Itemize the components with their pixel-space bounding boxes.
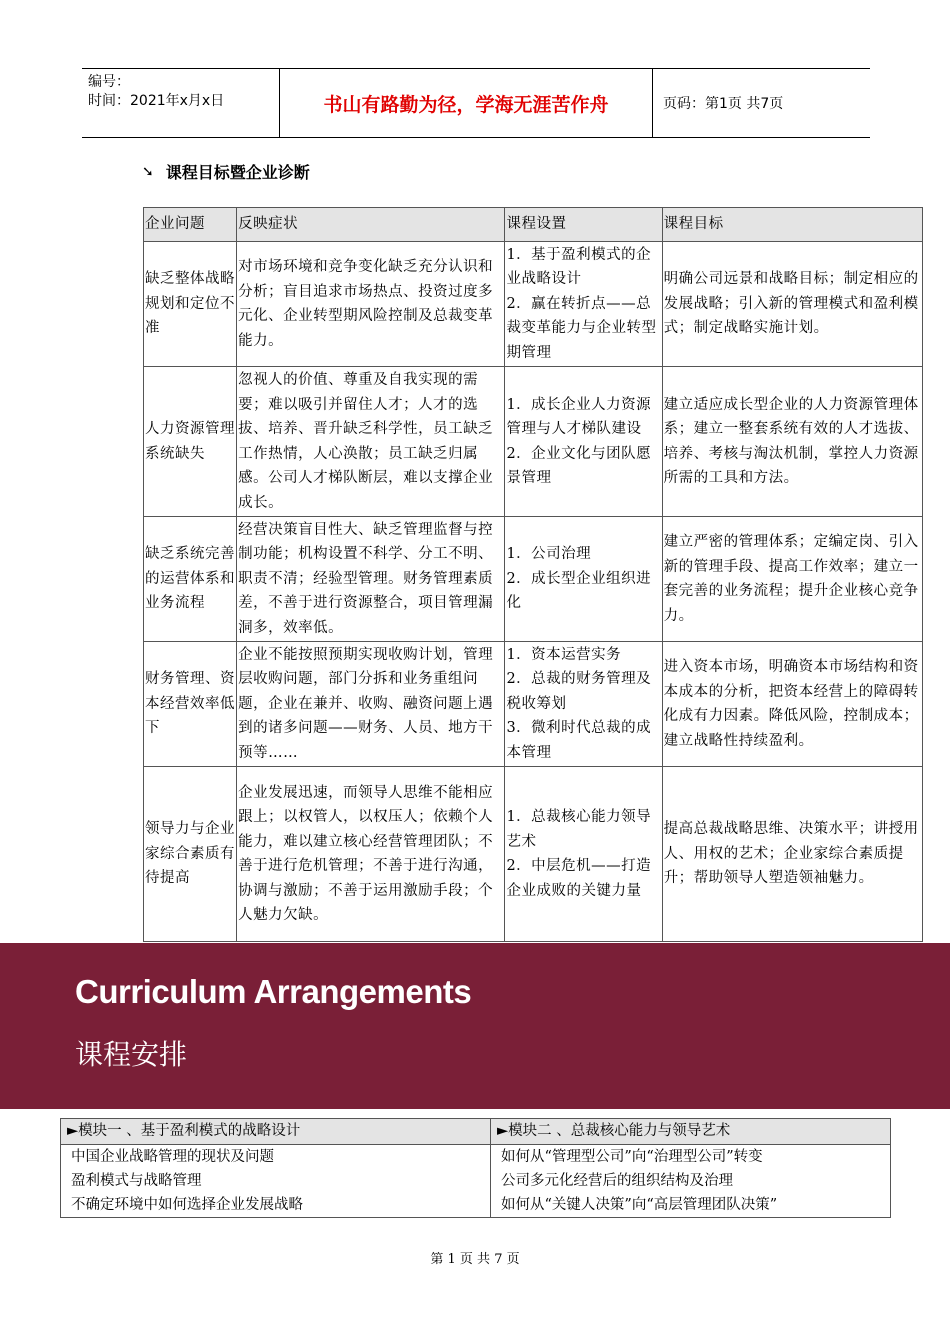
- table-row: [144, 367, 923, 517]
- column-header: 课程目标: [662, 208, 922, 242]
- table-row: [144, 767, 923, 942]
- banner-title-en: Curriculum Arrangements: [75, 973, 472, 1010]
- header-motto: 书山有路勤为径，学海无涯苦作舟: [280, 69, 653, 137]
- problem-cell: 财务管理、资本经营效率低下: [144, 642, 237, 767]
- course-cell: 1．公司治理 2．成长型企业组织进化: [505, 517, 662, 642]
- curriculum-banner: [0, 943, 950, 1109]
- course-cell: 1．成长企业人力资源管理与人才梯队建设 2．企业文化与团队愿景管理: [505, 367, 662, 517]
- list-item: 不确定环境中如何选择企业发展战略: [71, 1197, 303, 1213]
- header-page-info: 页码：第1页 共7页: [663, 96, 784, 112]
- symptom-cell: 忽视人的价值、尊重及自我实现的需要；难以吸引并留住人才；人才的选拔、培养、晋升缺乏科学性，员工缺乏工作热情，人心涣散；员工缺乏归属感。公司人才梯队断层，难以支撑企业成长。: [237, 367, 505, 517]
- course-cell: 1．总裁核心能力领导艺术 2．中层危机——打造企业成败的关键力量: [505, 767, 662, 942]
- column-header: 反映症状: [237, 208, 505, 242]
- section-heading: [142, 160, 310, 183]
- symptom-cell: 经营决策盲目性大、缺乏管理监督与控制功能；机构设置不科学、分工不明、职责不清；经验型管理。财务管理素质差，不善于进行资源整合，项目管理漏洞多，效率低。: [237, 517, 505, 642]
- list-item: 盈利模式与战略管理: [71, 1173, 202, 1189]
- banner-title-cn: 课程安排: [75, 1038, 188, 1071]
- modules-table: [60, 1118, 891, 1218]
- modules-content-row: [61, 1145, 891, 1218]
- list-item: 公司多元化经营后的组织结构及治理: [501, 1173, 733, 1189]
- list-item: 如何从“管理型公司”向“治理型公司”转变: [501, 1149, 763, 1165]
- page-footer: 第 1 页 共 7 页: [430, 1252, 520, 1267]
- goal-cell: 提高总裁战略思维、决策水平；讲授用人、用权的艺术；企业家综合素质提升；帮助领导人塑造领袖魅力。: [662, 767, 922, 942]
- table-row: [144, 242, 923, 367]
- table-row: [144, 642, 923, 767]
- goal-cell: 明确公司远景和战略目标；制定相应的发展战略；引入新的管理模式和盈利模式；制定战略实施计划。: [662, 242, 922, 367]
- module-title: ►模块二 、总裁核心能力与领导艺术: [491, 1119, 891, 1145]
- list-item: 如何从“关键人决策”向“高层管理团队决策”: [501, 1197, 778, 1213]
- goal-cell: 进入资本市场，明确资本市场结构和资本成本的分析，把资本经营上的障碍转化成有力因素。降低风险，控制成本；建立战略性持续盈利。: [662, 642, 922, 767]
- symptom-cell: 对市场环境和竞争变化缺乏充分认识和分析；盲目追求市场热点、投资过度多元化、企业转型期风险控制及总裁变革能力。: [237, 242, 505, 367]
- problem-cell: 缺乏整体战略规划和定位不准: [144, 242, 237, 367]
- column-header: 课程设置: [505, 208, 662, 242]
- header-meta: [82, 69, 280, 137]
- diagnosis-table: [143, 207, 923, 942]
- page-header: [82, 68, 870, 138]
- course-cell: 1．资本运营实务 2．总裁的财务管理及税收筹划 3．微利时代总裁的成本管理: [505, 642, 662, 767]
- symptom-cell: 企业发展迅速，而领导人思维不能相应跟上；以权管人，以权压人；依赖个人能力，难以建立核心经营管理团队；不善于进行危机管理；不善于进行沟通，协调与激励；不善于运用激励手段；个人魅力欠缺。: [237, 767, 505, 942]
- problem-cell: 领导力与企业家综合素质有待提高: [144, 767, 237, 942]
- module-title: ►模块一 、基于盈利模式的战略设计: [61, 1119, 491, 1145]
- problem-cell: 人力资源管理系统缺失: [144, 367, 237, 517]
- list-item: 中国企业战略管理的现状及问题: [71, 1149, 274, 1165]
- symptom-cell: 企业不能按照预期实现收购计划，管理层收购问题，部门分拆和业务重组问题，企业在兼并、收购、融资问题上遇到的诸多问题——财务、人员、地方干预等……: [237, 642, 505, 767]
- module-items: [491, 1145, 891, 1218]
- module-items: [61, 1145, 491, 1218]
- arrow-icon: ➘: [142, 163, 154, 180]
- doc-number-label: 编号：: [88, 74, 130, 90]
- table-row: [144, 517, 923, 642]
- goal-cell: 建立严密的管理体系；定编定岗、引入新的管理手段、提高工作效率；建立一套完善的业务流程；提升企业核心竞争力。: [662, 517, 922, 642]
- problem-cell: 缺乏系统完善的运营体系和业务流程: [144, 517, 237, 642]
- modules-header-row: [61, 1119, 891, 1145]
- goal-cell: 建立适应成长型企业的人力资源管理体系；建立一整套系统有效的人才选拔、培养、考核与淘汰机制，掌控人力资源所需的工具和方法。: [662, 367, 922, 517]
- section-title: 课程目标暨企业诊断: [165, 163, 310, 182]
- doc-time-label: 时间：2021年x月x日: [88, 93, 225, 109]
- table-header-row: [144, 208, 923, 242]
- course-cell: 1．基于盈利模式的企业战略设计 2．赢在转折点——总裁变革能力与企业转型期管理: [505, 242, 662, 367]
- column-header: 企业问题: [144, 208, 237, 242]
